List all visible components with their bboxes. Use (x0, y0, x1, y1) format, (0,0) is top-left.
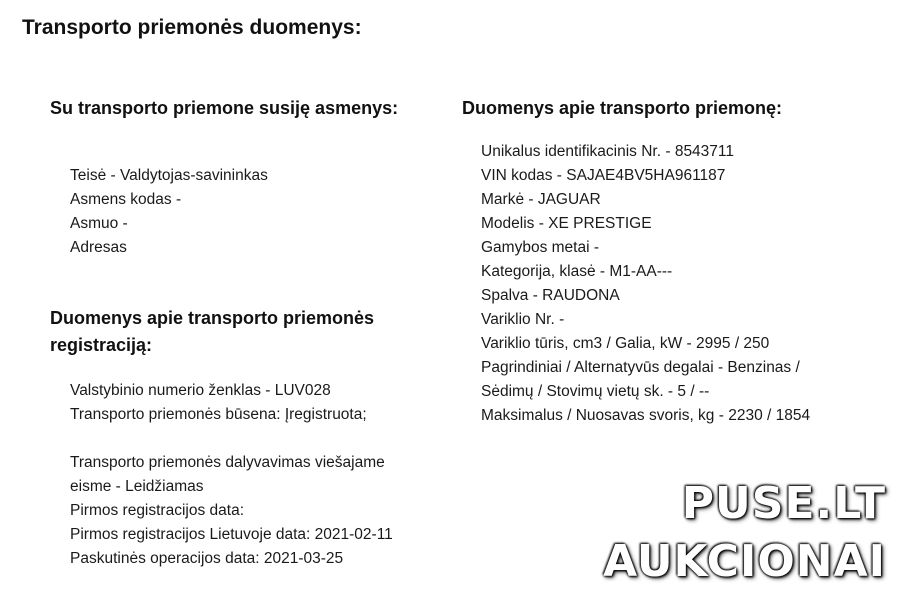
category-class: Kategorija, klasė - M1-AA--- (481, 263, 673, 280)
registration-title-line2: registraciją: (50, 335, 153, 355)
watermark-line1: PUSE.LT (681, 478, 886, 529)
fuel-types: Pagrindiniai / Alternatyvūs degalai - Benzinas / (481, 359, 800, 376)
first-registration-date: Pirmos registracijos data: (70, 502, 245, 519)
manufacture-year: Gamybos metai - (481, 239, 600, 256)
vehicle-status: Transporto priemonės būsena: Įregistruota; (70, 406, 367, 423)
plate-number: Valstybinio numerio ženklas - LUV028 (70, 382, 331, 399)
model: Modelis - XE PRESTIGE (481, 215, 652, 232)
engine-volume-power: Variklio tūris, cm3 / Galia, kW - 2995 / 250 (481, 335, 770, 352)
person-code: Asmens kodas - (70, 191, 182, 208)
unique-id: Unikalus identifikacinis Nr. - 8543711 (481, 143, 735, 160)
watermark-line2: AUKCIONAI (603, 536, 886, 587)
first-registration-lt-date: Pirmos registracijos Lietuvoje data: 2021-02-11 (70, 526, 393, 543)
make: Markė - JAGUAR (481, 191, 601, 208)
registration-list (70, 379, 393, 571)
vehicle-section-title: Duomenys apie transporto priemonę: (462, 98, 783, 118)
page-title: Transporto priemonės duomenys: (22, 16, 362, 39)
engine-number: Variklio Nr. - (481, 311, 565, 328)
seats: Sėdimų / Stovimų vietų sk. - 5 / -- (481, 383, 710, 400)
registration-title-line1: Duomenys apie transporto priemonės (50, 308, 375, 328)
spacer (70, 427, 393, 451)
weight: Maksimalus / Nuosavas svoris, kg - 2230 / 1854 (481, 407, 811, 424)
persons-section-title: Su transporto priemone susiję asmenys: (50, 98, 399, 118)
vehicle-list (481, 140, 810, 428)
person-role: Teisė - Valdytojas-savininkas (70, 167, 268, 184)
traffic-participation: Transporto priemonės dalyvavimas viešajame (70, 454, 385, 471)
persons-list (70, 164, 268, 260)
person-address: Adresas (70, 239, 127, 256)
last-operation-date: Paskutinės operacijos data: 2021-03-25 (70, 550, 344, 567)
color: Spalva - RAUDONA (481, 287, 620, 304)
registration-section-title (50, 305, 374, 359)
traffic-participation-cont: eisme - Leidžiamas (70, 478, 204, 495)
vin-code: VIN kodas - SAJAE4BV5HA961187 (481, 167, 726, 184)
person-name: Asmuo - (70, 215, 128, 232)
